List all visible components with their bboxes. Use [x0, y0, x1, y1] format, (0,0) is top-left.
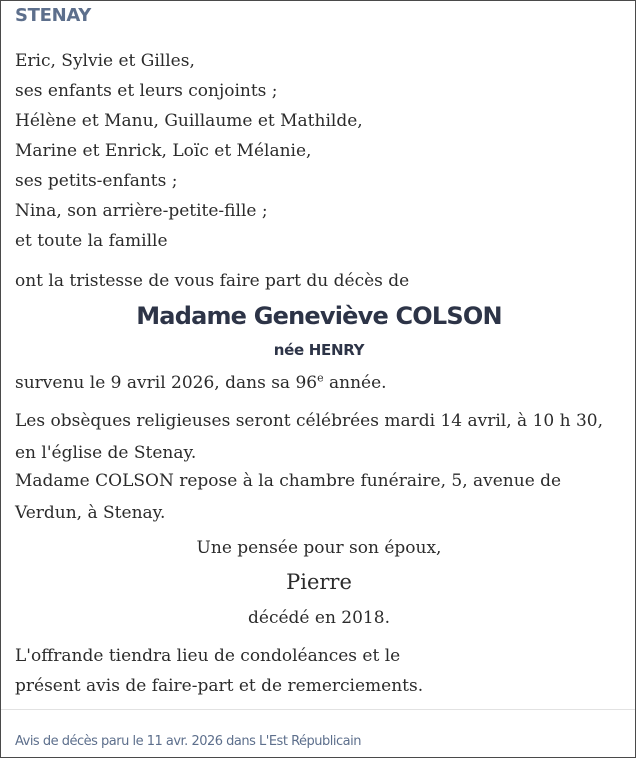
- spouse-name: Pierre: [286, 570, 352, 594]
- closing-line: présent avis de faire-part et de remerciements.: [15, 676, 424, 696]
- family-line: ses petits-enfants ;: [15, 171, 178, 191]
- spouse-note: décédé en 2018.: [248, 608, 390, 628]
- funeral-rest-place-text: Madame COLSON repose à la chambre funéraire, 5, avenue de Verdun, à Stenay.: [15, 471, 562, 523]
- footer-divider: [1, 709, 635, 710]
- ordinal-suffix: e: [317, 371, 324, 385]
- family-line: Marine et Enrick, Loïc et Mélanie,: [15, 141, 312, 161]
- town-heading: STENAY: [15, 5, 92, 26]
- publication-source: Avis de décès paru le 11 avr. 2026 dans L'Est Républicain: [15, 734, 361, 749]
- maiden-name: née HENRY: [273, 341, 365, 359]
- family-line: Hélène et Manu, Guillaume et Mathilde,: [15, 111, 363, 131]
- family-line: Nina, son arrière-petite-fille ;: [15, 201, 268, 221]
- family-line: Eric, Sylvie et Gilles,: [15, 51, 195, 71]
- family-line: ses enfants et leurs conjoints ;: [15, 81, 278, 101]
- deceased-name: Madame Geneviève COLSON: [136, 302, 502, 330]
- death-date-line: [15, 373, 387, 393]
- family-line: et toute la famille: [15, 231, 168, 251]
- death-date-text-end: année.: [323, 373, 387, 393]
- closing-line: L'offrande tiendra lieu de condoléances et le: [15, 646, 401, 666]
- funeral-ceremony-text: Les obsèques religieuses seront célébrées mardi 14 avril, à 10 h 30, en l'église de Stenay.: [15, 411, 604, 463]
- spouse-intro: Une pensée pour son époux,: [196, 538, 442, 558]
- death-date-text: survenu le 9 avril 2026, dans sa 96: [15, 373, 318, 393]
- announcement-text: ont la tristesse de vous faire part du décès de: [15, 271, 410, 291]
